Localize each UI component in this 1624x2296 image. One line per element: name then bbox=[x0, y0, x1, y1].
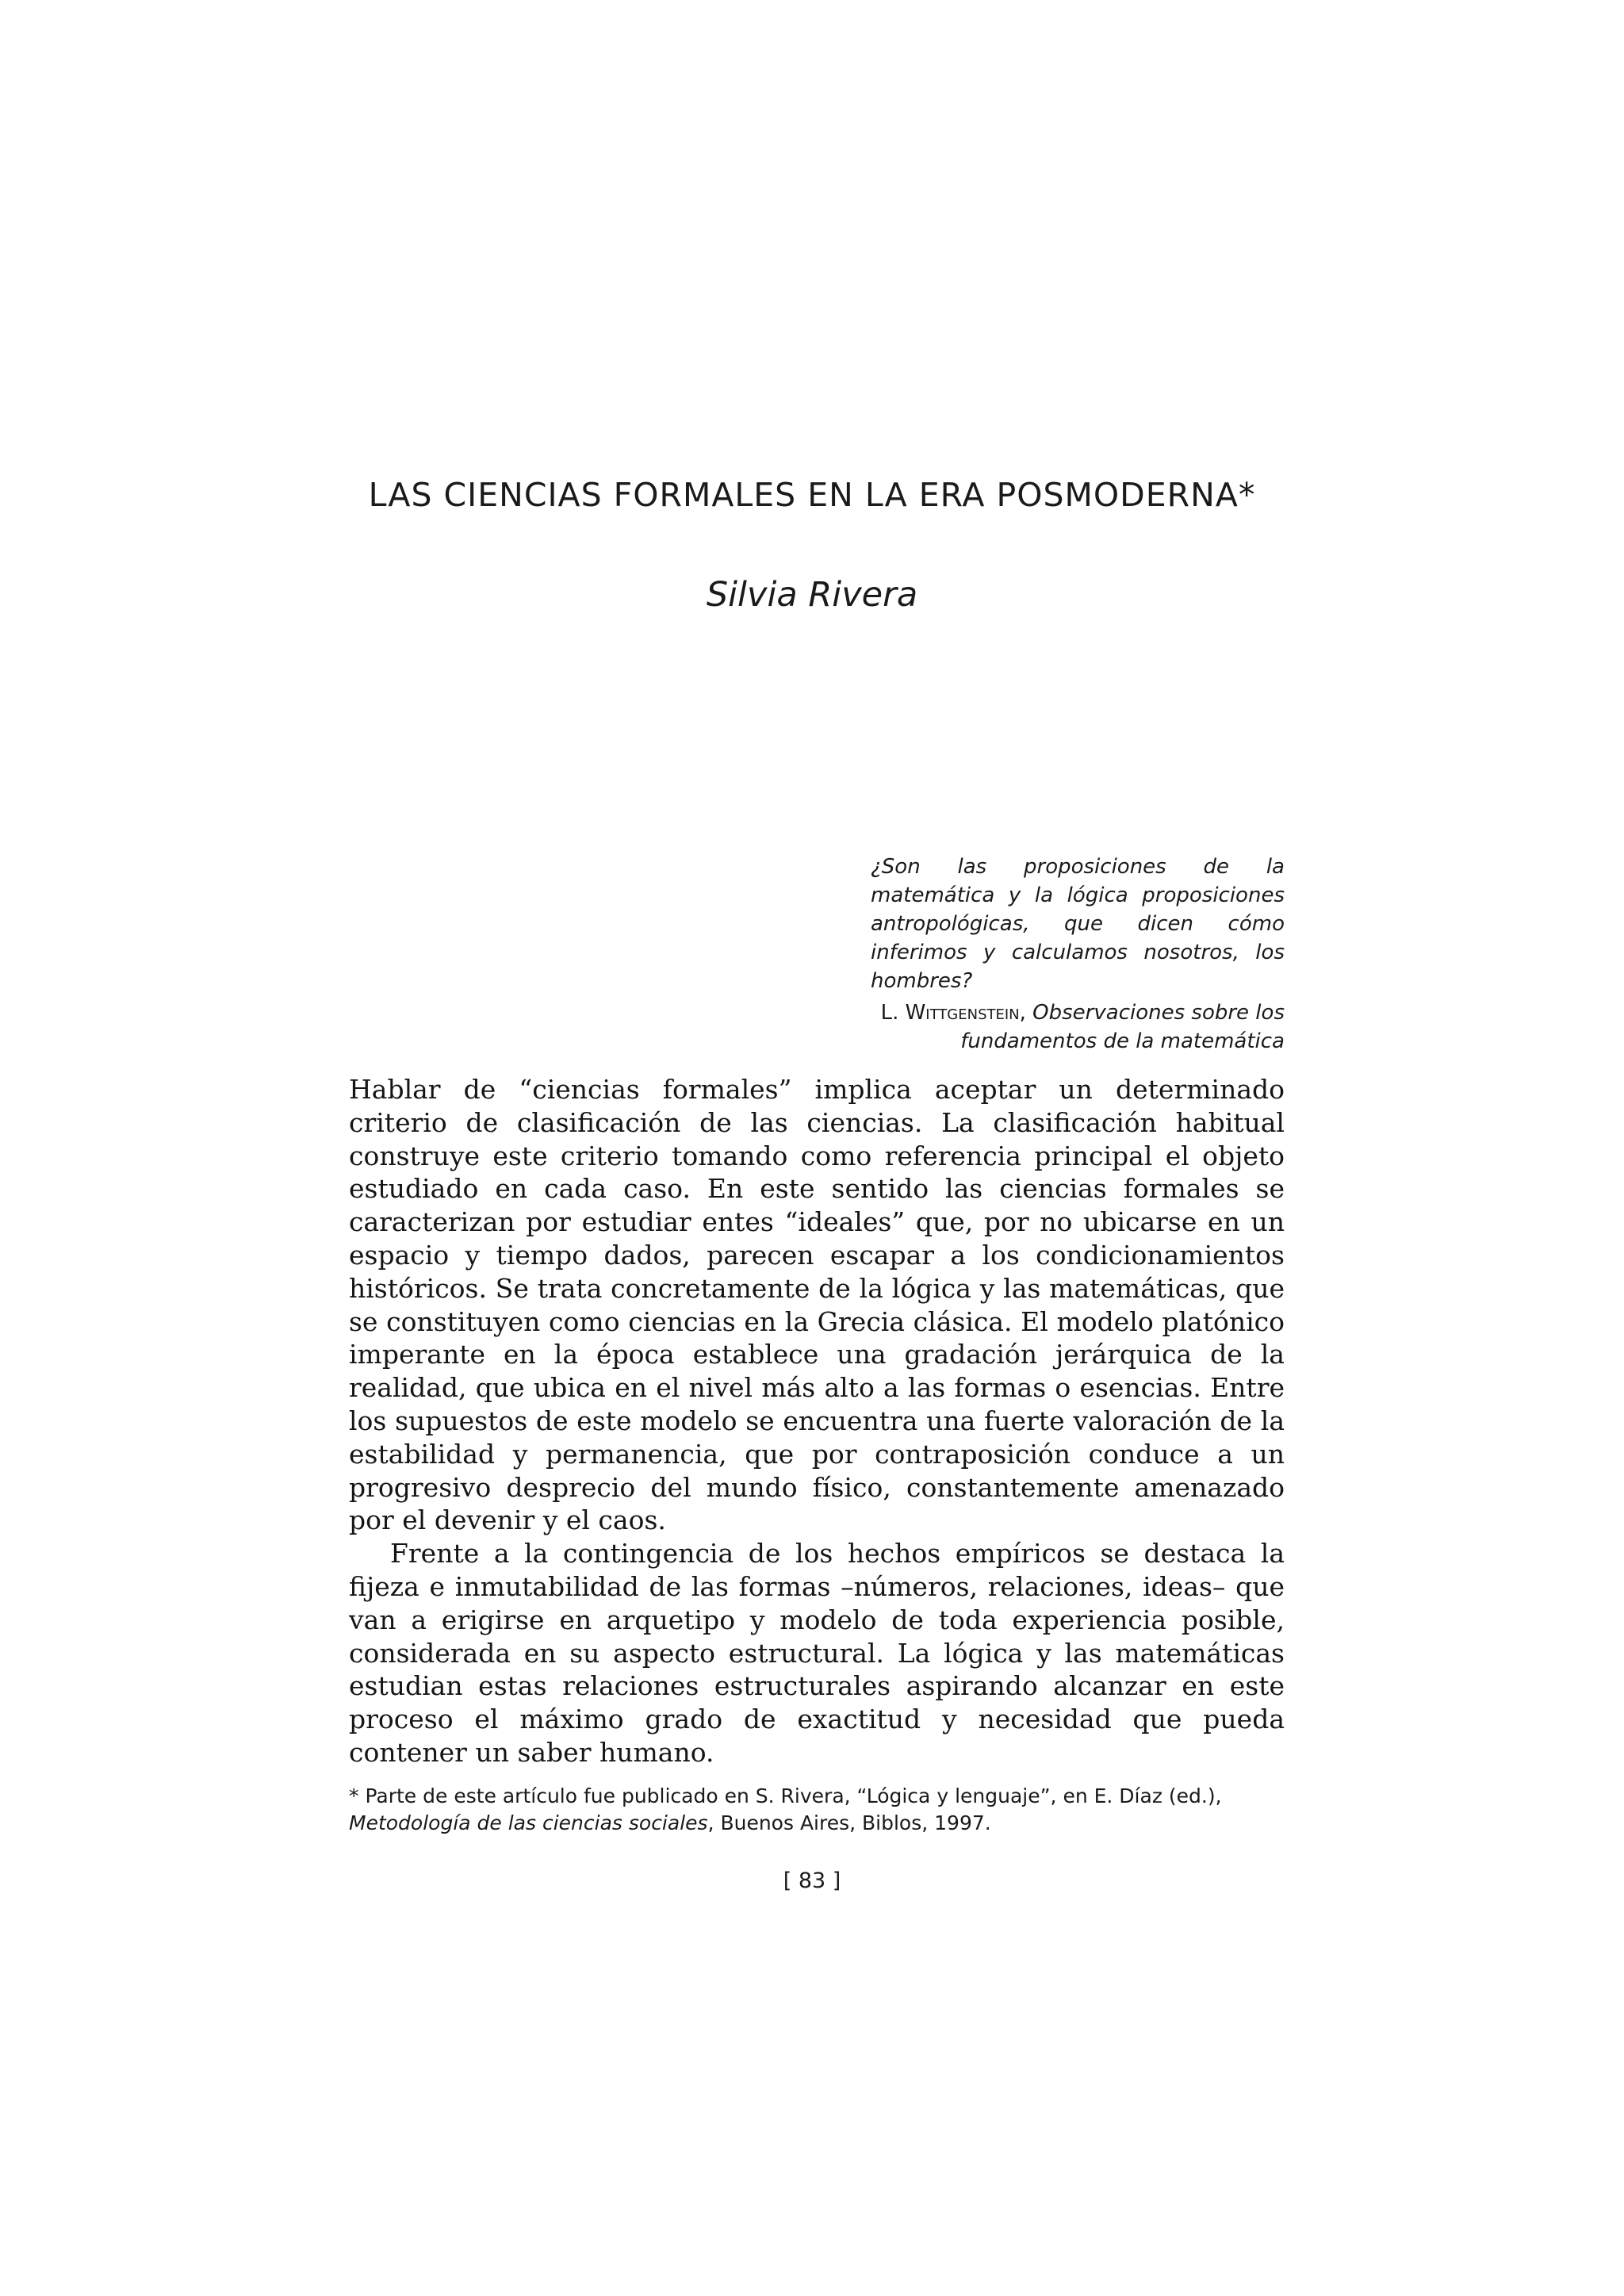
page-number: [ 83 ] bbox=[783, 1869, 841, 1893]
epigraph-source-separator: , bbox=[1019, 1001, 1033, 1025]
epigraph-source bbox=[871, 999, 1285, 1056]
author-name: Silvia Rivera bbox=[706, 575, 918, 615]
footnote-text bbox=[349, 1783, 1285, 1837]
footnote-text-before: * Parte de este artículo fue publicado en S. Rivera, “Lógica y lenguaje”, en E. Díaz (ed.), bbox=[349, 1784, 1222, 1807]
footnote-book-title: Metodología de las ciencias sociales bbox=[349, 1811, 708, 1834]
body-text bbox=[349, 1073, 1285, 1769]
body-paragraph: Hablar de “ciencias formales” implica aceptar un determinado criterio de clasificación de las ciencias. La clasificación habitual construye este criterio tomando como referencia principal el objeto estudiado en cada caso. En este sentido las ciencias formales se caracterizan por estudiar entes “ideales” que, por no ubicarse en un espacio y tiempo dados, parecen escapar a los condicionamientos históricos. Se trata concretamente de la lógica y las matemáticas, que se constituyen como ciencias en la Grecia clásica. El modelo platónico imperante en la época establece una gradación jerárquica de la realidad, que ubica en el nivel más alto a las formas o esencias. Entre los supuestos de este modelo se encuentra una fuerte valoración de la estabilidad y permanencia, que por contraposición conduce a un progresivo desprecio del mundo físico, constantemente amenazado por el devenir y el caos. bbox=[349, 1074, 1285, 1536]
epigraph-source-work: Observaciones sobre los fundamentos de la matemática bbox=[960, 1001, 1285, 1053]
epigraph-quote: ¿Son las proposiciones de la matemática y la lógica proposiciones antropológicas, que dicen cómo inferimos y calculamos nosotros, los hombres? bbox=[871, 855, 1285, 993]
epigraph-source-name: Wittgenstein bbox=[905, 1001, 1020, 1025]
footnote-text-after: , Buenos Aires, Biblos, 1997. bbox=[707, 1811, 991, 1834]
footnote bbox=[349, 1783, 1285, 1837]
epigraph-source-initial: L. bbox=[880, 1001, 906, 1025]
body-paragraph: Frente a la contingencia de los hechos empíricos se destaca la fijeza e inmutabilidad de las formas –números, relaciones, ideas– que van a erigirse en arquetipo y modelo de toda experiencia posible, considerada en su aspecto estructural. La lógica y las matemáticas estudian estas relaciones estructurales aspirando alcanzar en este proceso el máximo grado de exactitud y necesidad que pueda contener un saber humano. bbox=[349, 1538, 1285, 1768]
epigraph bbox=[871, 853, 1285, 1056]
article-title: LAS CIENCIAS FORMALES EN LA ERA POSMODERNA* bbox=[368, 476, 1256, 514]
